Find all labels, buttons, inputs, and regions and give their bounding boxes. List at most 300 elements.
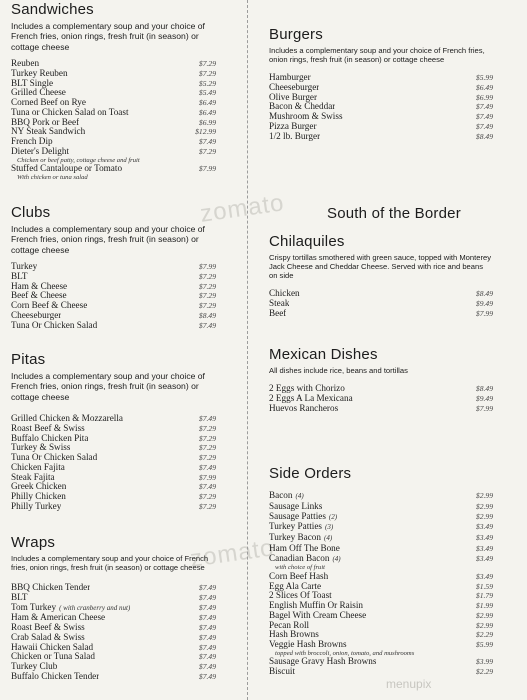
menu-item-label: Buffalo Chicken Pita [11,433,89,443]
menu-item [11,603,216,614]
menu-item-label: Corn Beef & Cheese [11,301,88,311]
menu-item-name [11,414,123,424]
menu-item-price: $3.49 [475,533,493,542]
menu-item-name [269,667,295,677]
menu-item-price: $7.49 [475,121,493,131]
menu-item-name [11,502,61,512]
menu-item-label: Grilled Cheese [11,88,66,98]
section-clubs [11,204,216,330]
menu-item [269,309,493,319]
menu-item-name [11,623,85,633]
section-description: Includes a complementary soup and your choice of French fries, onion rings, fresh fruit (in season) or cottage cheese [11,371,205,402]
menu-item-name [11,613,105,623]
menu-item [269,582,493,592]
menu-item-name [269,289,300,299]
menu-item-name [11,311,61,321]
menu-item-name [269,572,328,582]
menu-item-name [11,652,95,662]
column-divider [247,0,249,700]
zomato-watermark: zomato [198,189,287,228]
item-list [269,289,493,318]
menu-item [269,611,493,621]
menu-item [269,630,493,640]
menu-item-label: Turkey Club [11,662,58,671]
menu-item [11,434,216,444]
menu-item-price: $7.99 [198,262,216,272]
menu-item [269,572,493,582]
menu-item-label: Reuben [11,59,40,69]
menu-item-price: $5.99 [475,73,493,82]
menu-item-label: Hamburger [269,73,311,82]
menu-item [11,672,216,682]
menu-item-name [269,591,332,601]
menu-item-price: $1.99 [475,601,493,610]
menu-item-name [269,657,376,667]
menu-item-name [11,583,90,593]
item-list [269,73,493,141]
menu-item-price: $2.99 [475,511,493,521]
section-title: Chilaquiles [269,233,345,250]
menu-item-price: $6.49 [198,107,216,117]
menu-item-price: $12.99 [195,127,216,137]
section-side-orders [269,465,493,677]
menu-item-name [269,394,353,404]
menu-item [11,482,216,492]
menu-item-price: $8.49 [475,384,493,393]
menu-item-label: Mushroom & Swiss [269,112,343,121]
menu-item [269,289,493,299]
item-list [269,491,493,677]
menu-item-name [11,59,39,69]
menu-item-name [11,672,99,682]
menu-item-label: Pecan Roll [269,620,310,630]
menu-item [269,93,493,103]
menu-item-price: $6.99 [198,117,216,127]
menu-item-label: Sausage Patties [269,511,326,521]
menu-item-label: Beef & Cheese [11,291,67,301]
menu-item [269,657,493,667]
menu-item-name [11,301,87,311]
menu-item-label: 1/2 lb. Burger [269,131,321,141]
menu-item-label: Dieter's Delight [11,146,70,156]
menu-item-name [11,164,122,174]
menu-item-name [269,299,289,309]
menu-item-name [11,69,68,79]
menu-item-name [269,491,304,502]
menu-item-label: Huevos Rancheros [269,403,339,413]
menu-item [269,73,493,83]
section-title: Wraps [11,534,56,551]
menu-item-name [269,522,333,533]
menu-item-price: $7.49 [198,482,216,492]
menu-item-name [11,593,28,603]
menu-item-name [269,132,320,142]
menu-item-label: Buffalo Chicken Tender [11,671,100,681]
menu-item-label: Turkey & Swiss [11,443,71,453]
menu-item-name [11,633,85,643]
menu-item-name [269,544,340,554]
menu-item-label: Bagel With Cream Cheese [269,610,367,620]
menu-item-name [269,73,311,83]
section-title: Sandwiches [11,1,94,18]
menu-item-note: With chicken or tuna salad [17,173,88,181]
menu-item-name [269,502,322,512]
menu-item-name [11,463,65,473]
menu-item-label: Pizza Burger [269,121,317,131]
menu-item-price: $7.29 [198,492,216,502]
section-chilaquiles [269,233,493,318]
menu-item-price: $8.49 [198,310,216,320]
menu-item-label: Roast Beef & Swiss [11,423,85,433]
menu-item [269,491,493,502]
menu-item [11,473,216,483]
menu-item-note: topped with broccoli, onion, tomato, and mushrooms [275,649,415,657]
menu-item-label: Turkey [11,262,38,272]
item-list [11,583,216,682]
menu-item-name [269,533,332,544]
menu-item-note: Chicken or beef patty, cottage cheese and fruit [17,156,140,164]
section-title: Mexican Dishes [269,346,378,363]
menu-item [11,59,216,69]
menupix-watermark: menupix [386,677,432,691]
menu-item-name [11,603,130,614]
menu-item-name [269,102,335,112]
menu-item-name [269,83,319,93]
menu-item-label: Steak [269,298,290,308]
menu-item [11,583,216,593]
menu-item [11,108,216,118]
menu-item [269,601,493,611]
menu-item-price: $7.49 [198,592,216,602]
menu-item [269,533,493,544]
section-description: Includes a complementary soup and your choice of French fries, onion rings, fresh fruit (in season) or cottage cheese [11,554,209,572]
section-title: Pitas [11,351,46,368]
menu-item-label: English Muffin Or Raisin [269,601,364,610]
item-list [269,384,493,413]
item-list [11,262,216,330]
menu-item-price: $7.99 [198,472,216,482]
menu-item-label: Tuna or Chicken Salad on Toast [11,107,129,117]
section-description: Crispy tortillas smothered with green sauce, topped with Monterey Jack Cheese and Cheddar Cheese. Served with rice and beans on side [269,253,492,280]
menu-item-name [11,443,70,453]
menu-item [11,137,216,147]
menu-item [269,554,493,565]
menu-item [11,652,216,662]
menu-item-price: $7.49 [198,652,216,662]
menu-item-label: Cheeseburger [11,310,62,320]
menu-item-label: Steak Fajita [11,472,55,482]
menu-item-label: Canadian Bacon [269,553,330,563]
menu-item [269,384,493,394]
menu-item [11,453,216,463]
section-mexican-dishes [269,346,493,413]
menu-item [269,591,493,601]
menu-item-label: Tuna Or Chicken Salad [11,453,98,463]
menu-item-qualifier: ( with cranberry and nut) [59,603,131,612]
menu-item-price: $7.29 [198,146,216,156]
menu-item-price: $3.49 [475,571,493,581]
menu-item [11,502,216,512]
menu-item-name [269,512,337,523]
menu-item [269,640,493,650]
menu-item [269,522,493,533]
menu-item-price: $7.29 [198,68,216,78]
menu-item-price: $6.49 [198,98,216,108]
menu-item [269,132,493,142]
section-description: Includes a complementary soup and your choice of French fries, onion rings, fresh fruit (in season) or cottage cheese [269,46,485,64]
menu-item-name [11,321,97,331]
menu-item [11,633,216,643]
menu-item-qualifier: (4) [295,492,304,500]
section-description: Includes a complementary soup and your choice of French fries, onion rings, fresh fruit (in season) or cottage cheese [11,21,205,52]
menu-item-label: Crab Salad & Swiss [11,632,85,642]
menu-item-qualifier: (4) [323,534,333,542]
menu-item-price: $7.29 [198,443,216,453]
menu-item-name [11,118,79,128]
menu-item [11,98,216,108]
menu-item-price: $7.49 [475,112,493,121]
menu-item-price: $3.49 [475,553,493,563]
menu-item [11,414,216,424]
menu-item [11,593,216,603]
section-description: Includes a complementary soup and your choice of French fries, onion rings, fresh fruit (in season) or cottage cheese [11,224,205,255]
menu-item-label: Tuna Or Chicken Salad [11,320,98,330]
menu-item [11,613,216,623]
zomato-watermark-lower: zomato [188,534,277,573]
menu-item-label: Beef [269,308,287,318]
menu-item [11,127,216,137]
menu-item-price: $2.99 [475,501,493,511]
menu-item-label: Olive Burger [269,92,318,102]
menu-item-label: 2 Eggs with Chorizo [269,384,345,393]
menu-item-price: $7.29 [198,501,216,511]
menu-item-price: $2.99 [475,620,493,630]
menu-item-name [11,434,88,444]
menu-item [11,272,216,282]
menu-item-price: $3.49 [475,543,493,553]
menu-item-name [11,79,53,89]
menu-item [11,443,216,453]
menu-item-price: $2.29 [475,630,493,640]
menu-item-price: $7.49 [198,602,216,612]
menu-item-label: Cheeseburger [269,82,320,92]
section-title: Clubs [11,204,51,221]
menu-item [269,122,493,132]
menu-item [269,83,493,93]
menu-item-name [269,611,366,621]
menu-item-label: Philly Chicken [11,492,66,502]
menu-item-price: $7.29 [198,291,216,301]
menu-item-price: $7.99 [475,403,493,413]
menu-item [269,102,493,112]
menu-item-label: Sausage Links [269,501,323,511]
menu-item [269,512,493,523]
menu-item-name [269,384,345,394]
section-wraps [11,534,216,682]
menu-item-qualifier: (3) [325,523,334,532]
menu-item [11,79,216,89]
menu-item-name [11,127,85,137]
menu-item-price: $7.29 [198,423,216,433]
menu-item-price: $5.29 [198,78,216,88]
menu-item-label: Chicken or Tuna Salad [11,652,95,662]
menu-item-name [269,112,343,122]
menu-item-qualifier: (2) [328,512,338,521]
menu-item-note: with choice of fruit [275,564,325,572]
menu-item-price: $3.49 [475,522,493,532]
menu-item [11,282,216,292]
section-sandwiches [11,1,216,181]
menu-item [269,621,493,631]
menu-item-price: $2.99 [475,491,493,500]
menu-item-price: $7.29 [198,301,216,311]
menu-item-label: 2 Slices Of Toast [269,591,332,601]
menu-item-name [11,108,129,118]
menu-item-name [11,482,66,492]
menu-item-price: $3.99 [475,657,493,667]
menu-item-label: Egg Ala Carte [269,581,322,591]
menu-item-label: Stuffed Cantaloupe or Tomato [11,164,123,174]
menu-item-name [269,122,317,132]
menu-item-price: $7.29 [198,433,216,443]
menu-item [11,492,216,502]
menu-item-price: $2.99 [475,610,493,620]
menu-item-name [11,137,53,147]
menu-item-price: $6.49 [475,82,493,92]
section-title: Side Orders [269,465,352,482]
menu-item [11,301,216,311]
menu-item-price: $7.49 [198,414,216,424]
menu-item-price: $1.79 [475,591,493,601]
menu-item [11,88,216,98]
menu-item [11,623,216,633]
menu-item-label: Greek Chicken [11,482,67,492]
menu-item-price: $8.49 [475,131,493,141]
menu-item-price: $7.49 [198,613,216,623]
menu-item-price: $7.49 [198,671,216,681]
menu-item-label: Bacon [269,491,293,500]
menu-item-qualifier: (4) [332,554,341,563]
menu-item [11,311,216,321]
section-description: All dishes include rice, beans and tortillas [269,366,408,375]
menu-item-label: Roast Beef & Swiss [11,623,85,632]
menu-item [269,394,493,404]
menu-item [11,424,216,434]
menu-item-label: Corn Beef Hash [269,571,329,581]
menu-item-price: $7.49 [198,583,216,592]
menu-item-label: Ham & Cheese [11,281,68,291]
menu-item-price: $7.49 [198,320,216,330]
menu-item [11,118,216,128]
menu-item-name [11,473,55,483]
menu-item [11,164,216,174]
menu-item-price: $7.49 [198,632,216,642]
menu-item-label: Chicken [269,289,300,298]
menu-item-price: $7.29 [198,59,216,69]
menu-item [269,299,493,309]
menu-item-name [269,554,341,565]
menu-item-label: Corned Beef on Rye [11,98,86,108]
menu-item-name [11,98,86,108]
menu-item-label: BBQ Pork or Beef [11,117,80,127]
menu-item-name [11,453,97,463]
menu-item-price: $5.99 [475,640,493,649]
menu-item-name [11,492,66,502]
menu-item-label: Turkey Patties [269,522,323,532]
menu-item [11,662,216,672]
item-list [11,59,216,181]
menu-item [11,147,216,157]
menu-item-price: $2.29 [475,667,493,676]
menu-item-name [269,582,321,592]
menu-item-label: Grilled Chicken & Mozzarella [11,414,123,424]
menu-item-label: BLT [11,592,28,602]
menu-item [11,321,216,331]
menu-item-price: $8.49 [475,289,493,298]
south-of-the-border-heading: South of the Border [327,205,461,222]
menu-item-name [269,93,317,103]
menu-item-name [11,662,57,672]
menu-item-label: 2 Eggs A La Mexicana [269,393,353,403]
menu-item [269,404,493,414]
menu-item-price: $7.29 [198,271,216,281]
section-burgers [269,26,493,141]
menu-item-label: Sausage Gravy Hash Browns [269,657,377,667]
menu-item [269,502,493,512]
menu-item-price: $7.99 [198,164,216,174]
menu-item-label: French Dip [11,137,53,147]
menu-item-label: Turkey Bacon [269,533,321,542]
section-pitas [11,351,216,512]
menu-item-name [11,272,28,282]
menu-item-price: $7.49 [198,662,216,671]
menu-item-price: $6.99 [475,92,493,102]
menu-item-name [11,262,37,272]
menu-item-price: $5.49 [198,88,216,98]
menu-item [11,643,216,653]
menu-item-name [11,291,67,301]
menu-item-label: Hawaii Chicken Salad [11,642,94,652]
menu-item-price: $1.59 [475,581,493,591]
menu-item-price: $7.29 [198,281,216,291]
menu-item-name [269,630,319,640]
menu-item-label: Ham & American Cheese [11,613,106,623]
menu-item [11,463,216,473]
menu-item-name [269,404,338,414]
menu-item-name [269,640,347,650]
menu-item-name [11,147,69,157]
menu-item-price: $9.49 [475,298,493,308]
menu-item-name [11,88,66,98]
menu-item-price: $7.99 [475,308,493,318]
menu-item-price: $7.29 [198,453,216,463]
menu-item-label: Hash Browns [269,630,319,640]
item-list [11,414,216,512]
menu-item-price: $7.49 [198,462,216,472]
menu-item-label: BLT Single [11,78,54,88]
menu-item-price: $7.49 [198,642,216,652]
menu-item-label: Tom Turkey [11,602,57,612]
menu-item-label: Biscuit [269,667,296,676]
menu-item [11,262,216,272]
menu-item-label: Bacon & Cheddar [269,102,336,112]
menu-item [11,291,216,301]
menu-item-label: BLT [11,271,28,281]
section-title: Burgers [269,26,323,43]
menu-item-label: Turkey Reuben [11,68,68,78]
menu-item [269,112,493,122]
menu-item-name [11,282,67,292]
